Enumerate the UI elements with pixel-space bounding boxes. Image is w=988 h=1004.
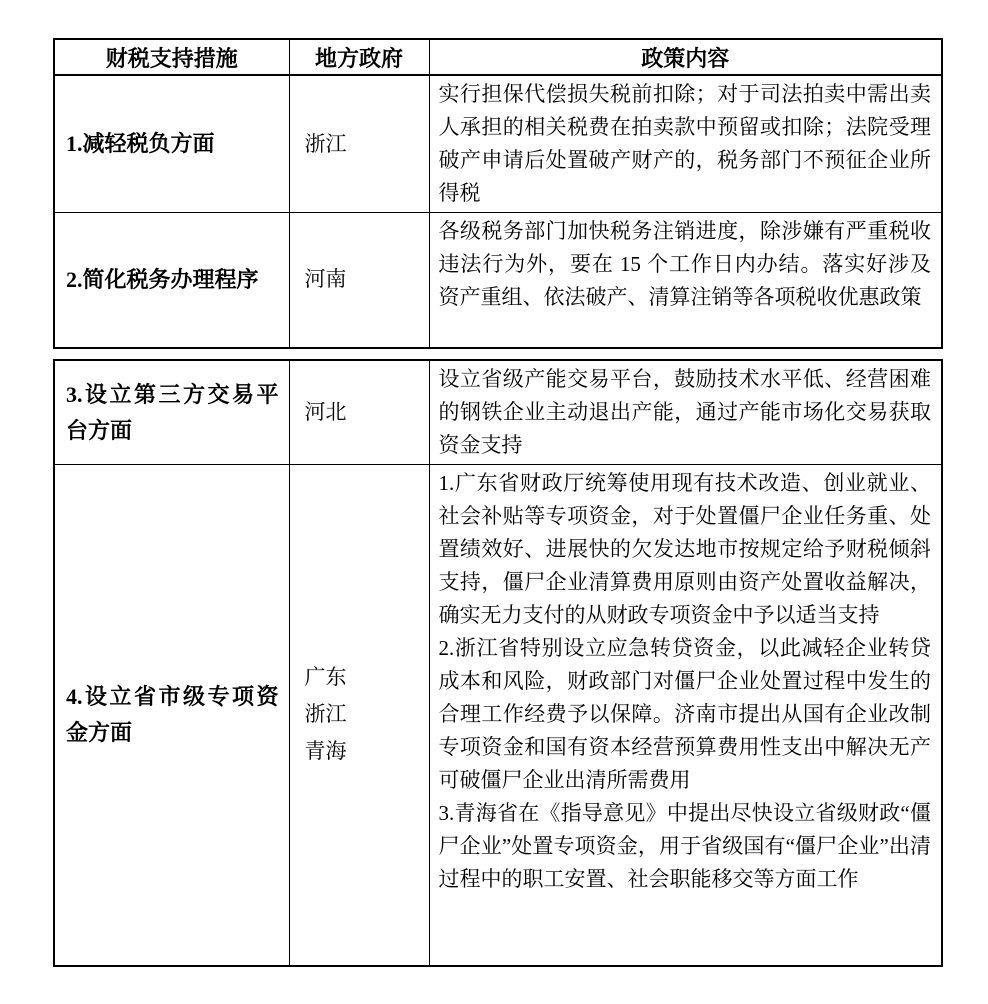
government-item: 河北: [304, 400, 347, 424]
measure-cell: 2.简化税务办理程序: [54, 213, 289, 348]
government-item: 浙江: [304, 702, 347, 727]
fiscal-support-table-part1: [53, 38, 943, 349]
policy-paragraph: 3.青海省在《指导意见》中提出尽快设立省级财政“僵尸企业”处置专项资金，用于省级国有“僵尸企业”出清过程中的职工安置、社会职能移交等方面工作: [438, 801, 931, 891]
table-row: [54, 465, 942, 966]
measure-cell: 1.减轻税负方面: [54, 75, 289, 213]
government-cell: [289, 213, 429, 348]
policy-cell: [429, 75, 942, 213]
policy-paragraph: 1.广东省财政厅统筹使用现有技术改造、创业就业、社会补贴等专项资金，对于处置僵尸企业任务重、处置绩效好、进展快的欠发达地市按规定给予财税倾斜支持，僵尸企业清算费用原则由资产处置收益解决，确实无力支付的从财政专项资金中予以适当支持: [438, 471, 931, 627]
government-cell: [289, 360, 429, 465]
government-item: 广东: [304, 665, 347, 690]
government-cell: [289, 75, 429, 213]
table-row: [54, 213, 942, 348]
header-cell-government: 地方政府: [289, 39, 429, 75]
policy-paragraph: 实行担保代偿损失税前扣除；对于司法拍卖中需出卖人承担的相关税费在拍卖款中预留或扣除；法院受理破产申请后处置破产财产的，税务部门不预征企业所得税: [438, 82, 931, 205]
measure-cell: 3.设立第三方交易平台方面: [54, 360, 289, 465]
government-item: 青海: [304, 739, 347, 764]
table-header-row: [54, 39, 942, 75]
header-cell-policy: 政策内容: [429, 39, 942, 75]
table-row: [54, 75, 942, 213]
policy-cell: [429, 465, 942, 966]
government-item: 浙江: [304, 131, 347, 156]
table-row: [54, 360, 942, 465]
policy-cell: [429, 360, 942, 465]
fiscal-support-table-part2: [53, 359, 943, 967]
measure-cell: 4.设立省市级专项资金方面: [54, 465, 289, 966]
government-item: 河南: [304, 267, 347, 292]
policy-paragraph: 设立省级产能交易平台，鼓励技术水平低、经营困难的钢铁企业主动退出产能，通过产能市场化交易获取资金支持: [438, 367, 931, 457]
policy-cell: [429, 213, 942, 348]
policy-paragraph: 2.浙江省特别设立应急转贷资金，以此减轻企业转贷成本和风险，财政部门对僵尸企业处置过程中发生的合理工作经费予以保障。济南市提出从国有企业改制专项资金和国有资本经营预算费用性支出中解决无产可破僵尸企业出清所需费用: [438, 636, 931, 792]
government-cell: [289, 465, 429, 966]
policy-paragraph: 各级税务部门加快税务注销进度，除涉嫌有严重税收违法行为外，要在 15 个工作日内办结。落实好涉及资产重组、依法破产、清算注销等各项税收优惠政策: [438, 219, 931, 309]
header-cell-measure: 财税支持措施: [54, 39, 289, 75]
